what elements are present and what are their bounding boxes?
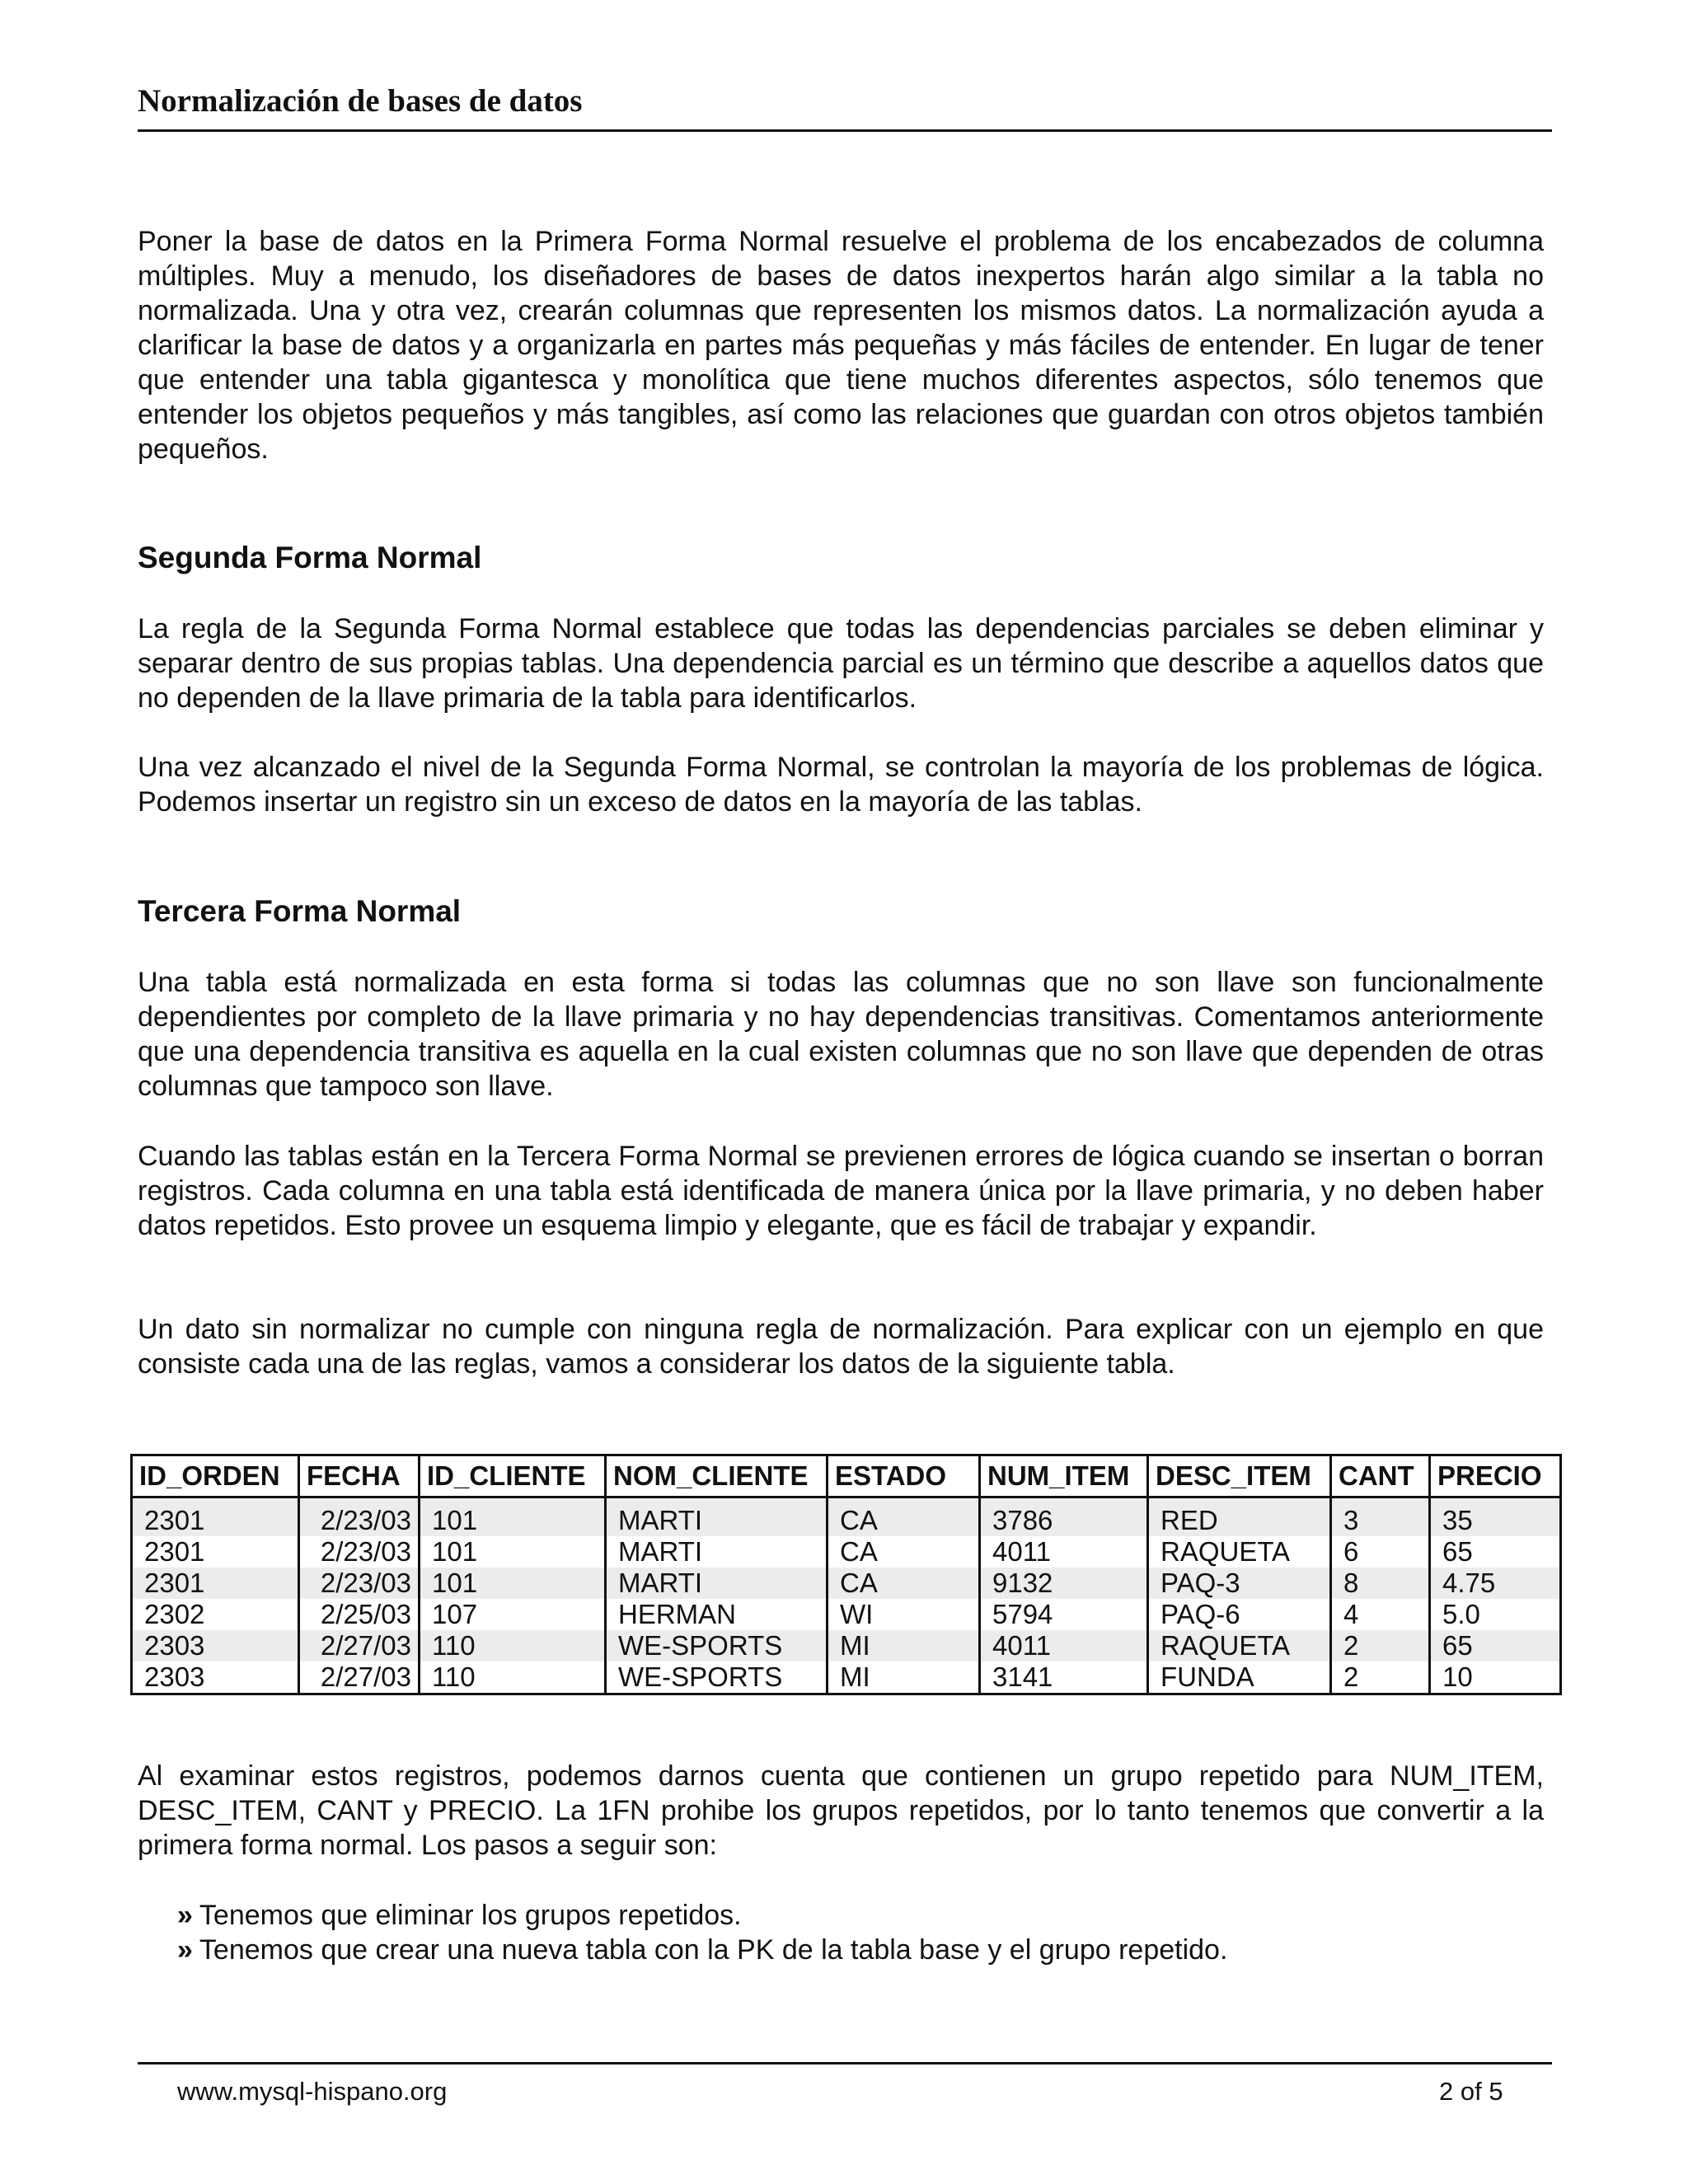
table-cell: PAQ-6 [1148, 1599, 1331, 1630]
table-cell: 6 [1331, 1536, 1430, 1568]
tercera-paragraph-2: Cuando las tablas están en la Tercera Forma Normal se previenen errores de lógica cuando se insertan o borran registros. Cada columna en una tabla está identificada de manera única por la llave primaria, y no deben haber datos repetidos. Esto provee un esquema limpio y elegante, que es fácil de trabajar y expandir. [138, 1141, 1544, 1241]
steps-list [177, 1898, 1227, 1967]
bullet-marker-icon: » [177, 1934, 193, 1966]
table-cell: 4 [1331, 1599, 1430, 1630]
table-row [132, 1599, 1561, 1630]
table-cell: 2/25/03 [299, 1599, 420, 1630]
column-header: PRECIO [1430, 1455, 1561, 1497]
table-cell: MARTI [606, 1568, 828, 1599]
table-cell: 5.0 [1430, 1599, 1561, 1630]
table-cell: 2303 [132, 1661, 299, 1694]
intro-paragraph: Poner la base de datos en la Primera Forma Normal resuelve el problema de los encabezados de columna múltiples. Muy a menudo, los diseñadores de bases de datos inexpertos harán algo similar a la tabla no normalizada. Una y otra vez, crearán columnas que representen los mismos datos. La normalización ayuda a clarificar la base de datos y a organizarla en partes más pequeñas y más fáciles de entender. En lugar de tener que entender una tabla gigantesca y monolítica que tiene muchos diferentes aspectos, sólo tenemos que entender los objetos pequeños y más tangibles, así como las relaciones que guardan con otros objetos también pequeños. [138, 226, 1544, 465]
table-cell: MARTI [606, 1536, 828, 1568]
column-header: CANT [1331, 1455, 1430, 1497]
column-header: ESTADO [828, 1455, 980, 1497]
table-cell: MARTI [606, 1497, 828, 1537]
table-cell: 2/27/03 [299, 1630, 420, 1661]
column-header: ID_CLIENTE [420, 1455, 606, 1497]
table-cell: PAQ-3 [1148, 1568, 1331, 1599]
table-cell: 2 [1331, 1661, 1430, 1694]
table-cell: 3786 [980, 1497, 1148, 1537]
table-cell: MI [828, 1661, 980, 1694]
table-cell: 2/23/03 [299, 1497, 420, 1537]
column-header: ID_ORDEN [132, 1455, 299, 1497]
table-cell: CA [828, 1568, 980, 1599]
table-row [132, 1536, 1561, 1568]
table-cell: 35 [1430, 1497, 1561, 1537]
table-cell: RAQUETA [1148, 1536, 1331, 1568]
table-row [132, 1568, 1561, 1599]
table-cell: 2303 [132, 1630, 299, 1661]
table-cell: HERMAN [606, 1599, 828, 1630]
table-cell: 2301 [132, 1536, 299, 1568]
table-cell: 2/23/03 [299, 1568, 420, 1599]
orders-table [130, 1454, 1562, 1695]
table-cell: 101 [420, 1497, 606, 1537]
list-item-text: Tenemos que crear una nueva tabla con la PK de la tabla base y el grupo repetido. [199, 1934, 1228, 1966]
table-cell: WE-SPORTS [606, 1661, 828, 1694]
segunda-paragraph-1: La regla de la Segunda Forma Normal establece que todas las dependencias parciales se deben eliminar y separar dentro de sus propias tablas. Una dependencia parcial es un término que describe a aquellos datos que no dependen de la llave primaria de la tabla para identificarlos. [138, 613, 1544, 714]
table-row [132, 1630, 1561, 1661]
table-cell: CA [828, 1536, 980, 1568]
table-cell: FUNDA [1148, 1661, 1331, 1694]
column-header: NOM_CLIENTE [606, 1455, 828, 1497]
table-cell: 10 [1430, 1661, 1561, 1694]
table-row [132, 1497, 1561, 1537]
column-header: NUM_ITEM [980, 1455, 1148, 1497]
bullet-marker-icon: » [177, 1900, 193, 1931]
list-item [177, 1898, 1227, 1933]
table-cell: 65 [1430, 1536, 1561, 1568]
table-cell: 2301 [132, 1497, 299, 1537]
table-cell: 3 [1331, 1497, 1430, 1537]
examen-paragraph: Al examinar estos registros, podemos darnos cuenta que contienen un grupo repetido para NUM_ITEM, DESC_ITEM, CANT y PRECIO. La 1FN prohibe los grupos repetidos, por lo tanto tenemos que convertir a la primera forma normal. Los pasos a seguir son: [138, 1760, 1544, 1861]
header-rule [138, 129, 1552, 132]
table-cell: 3141 [980, 1661, 1148, 1694]
section-heading-segunda: Segunda Forma Normal [138, 541, 482, 574]
table-cell: 4.75 [1430, 1568, 1561, 1599]
table-cell: 8 [1331, 1568, 1430, 1599]
table-cell: 2301 [132, 1568, 299, 1599]
column-header: FECHA [299, 1455, 420, 1497]
table-cell: 4011 [980, 1536, 1148, 1568]
list-item-text: Tenemos que eliminar los grupos repetidos. [199, 1900, 742, 1931]
table-cell: 101 [420, 1568, 606, 1599]
ejemplo-paragraph: Un dato sin normalizar no cumple con ninguna regla de normalización. Para explicar con un ejemplo en que consiste cada una de las reglas, vamos a considerar los datos de la siguiente tabla. [138, 1314, 1544, 1380]
list-item [177, 1933, 1227, 1967]
table-cell: WE-SPORTS [606, 1630, 828, 1661]
table-cell: 2302 [132, 1599, 299, 1630]
table-cell: RED [1148, 1497, 1331, 1537]
footer-rule [138, 2062, 1552, 2064]
table-cell: WI [828, 1599, 980, 1630]
segunda-paragraph-2: Una vez alcanzado el nivel de la Segunda Forma Normal, se controlan la mayoría de los problemas de lógica. Podemos insertar un registro sin un exceso de datos en la mayoría de las tablas. [138, 752, 1544, 818]
table-cell: 65 [1430, 1630, 1561, 1661]
table-cell: 5794 [980, 1599, 1148, 1630]
table-row [132, 1661, 1561, 1694]
footer-url-link[interactable]: www.mysql-hispano.org [177, 2077, 448, 2106]
table-cell: 110 [420, 1630, 606, 1661]
table-header-row [132, 1455, 1561, 1497]
table-cell: 107 [420, 1599, 606, 1630]
table-cell: 110 [420, 1661, 606, 1694]
table-cell: 101 [420, 1536, 606, 1568]
table-cell: 9132 [980, 1568, 1148, 1599]
table-cell: RAQUETA [1148, 1630, 1331, 1661]
column-header: DESC_ITEM [1148, 1455, 1331, 1497]
table-cell: MI [828, 1630, 980, 1661]
table-cell: 2 [1331, 1630, 1430, 1661]
page-number: 2 of 5 [1439, 2077, 1503, 2106]
table-cell: 2/27/03 [299, 1661, 420, 1694]
table-cell: 2/23/03 [299, 1536, 420, 1568]
section-heading-tercera: Tercera Forma Normal [138, 894, 462, 928]
table-cell: CA [828, 1497, 980, 1537]
tercera-paragraph-1: Una tabla está normalizada en esta forma si todas las columnas que no son llave son funcionalmente dependientes por completo de la llave primaria y no hay dependencias transitivas. Comentamos anteriormente que una dependencia transitiva es aquella en la cual existen columnas que no son llave que dependen de otras columnas que tampoco son llave. [138, 967, 1544, 1102]
page-header-title: Normalización de bases de datos [138, 83, 583, 119]
table-cell: 4011 [980, 1630, 1148, 1661]
